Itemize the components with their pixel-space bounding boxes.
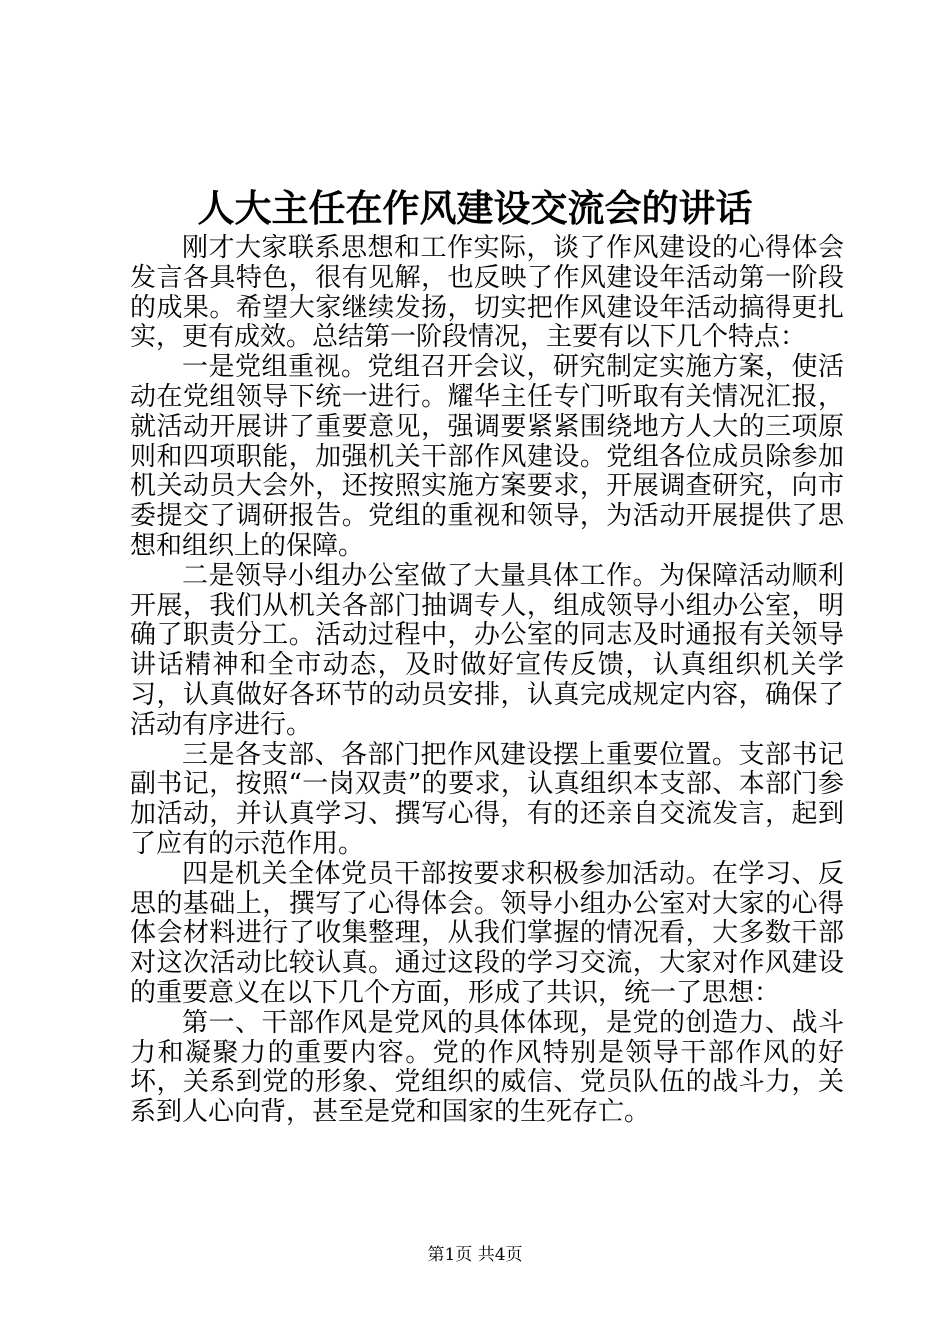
paragraph-first-consensus: 第一、干部作风是党风的具体体现，是党的创造力、战斗力和凝聚力的重要内容。党的作风特别是领导干部作风的好坏，关系到党的形象、党组织的威信、党员队伍的战斗力，关系到人心向背，甚至是党和国家的生死存亡。 (130, 1007, 844, 1128)
paragraph-point-3: 三是各支部、各部门把作风建设摆上重要位置。支部书记副书记，按照“一岗双责”的要求，认真组织本支部、本部门参加活动，并认真学习、撰写心得，有的还亲自交流发言，起到了应有的示范作用。 (130, 739, 844, 859)
paragraph-intro: 刚才大家联系思想和工作实际，谈了作风建设的心得体会发言各具特色，很有见解，也反映了作风建设年活动第一阶段的成果。希望大家继续发扬，切实把作风建设年活动搞得更扎实，更有成效。总结第一阶段情况，主要有以下几个特点： (130, 233, 844, 353)
page-footer: 第1页 共4页 (427, 1245, 523, 1265)
paragraph-point-2: 二是领导小组办公室做了大量具体工作。为保障活动顺利开展，我们从机关各部门抽调专人，组成领导小组办公室，明确了职责分工。活动过程中，办公室的同志及时通报有关领导讲话精神和全市动态，及时做好宣传反馈，认真组织机关学习，认真做好各环节的动员安排，认真完成规定内容，确保了活动有序进行。 (130, 560, 844, 740)
document-title: 人大主任在作风建设交流会的讲话 (197, 186, 753, 230)
paragraph-point-1: 一是党组重视。党组召开会议，研究制定实施方案，使活动在党组领导下统一进行。耀华主任专门听取有关情况汇报，就活动开展讲了重要意见，强调要紧紧围绕地方人大的三项原则和四项职能，加强机关干部作风建设。党组各位成员除参加机关动员大会外，还按照实施方案要求，开展调查研究，向市委提交了调研报告。党组的重视和领导，为活动开展提供了思想和组织上的保障。 (130, 352, 844, 561)
document-body (130, 234, 844, 1128)
paragraph-point-4: 四是机关全体党员干部按要求积极参加活动。在学习、反思的基础上，撰写了心得体会。领导小组办公室对大家的心得体会材料进行了收集整理，从我们掌握的情况看，大多数干部对这次活动比较认真。通过这段的学习交流，大家对作风建设的重要意义在以下几个方面，形成了共识，统一了思想： (130, 858, 844, 1008)
